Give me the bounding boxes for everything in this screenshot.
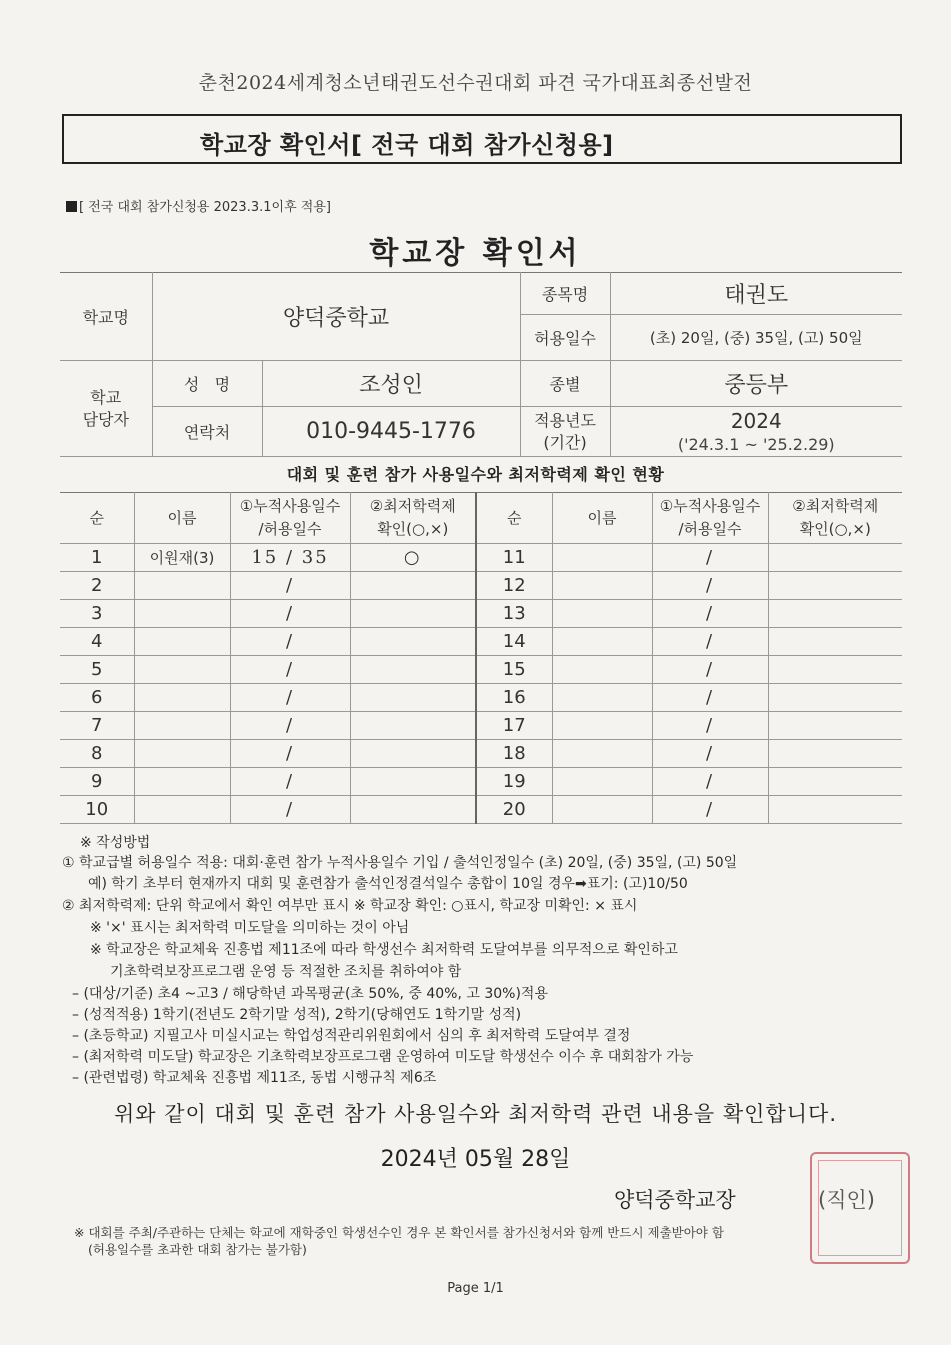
application-note: [66, 196, 331, 215]
contact-label: 연락처: [152, 407, 262, 457]
method-num-1: ①: [62, 855, 75, 871]
table-row: [60, 712, 902, 740]
table-row: [60, 600, 902, 628]
row-no-left: 2: [60, 572, 134, 600]
form-title: 학교장 확인서[ 전국 대회 참가신청용]: [200, 131, 614, 159]
division-label: 종별: [520, 361, 610, 407]
school-info-table: [60, 272, 902, 457]
row-days-right: /: [652, 796, 768, 824]
row-check-right: [768, 600, 902, 628]
year-period: ('24.3.1 ~ '25.2.29): [677, 435, 835, 454]
row-check-right: [768, 656, 902, 684]
method-num-2: ②: [62, 898, 75, 914]
row-days-right: /: [652, 628, 768, 656]
col-header-days-line1: ①누적사용일수: [239, 497, 341, 515]
table-row: [60, 656, 902, 684]
manager-name-label: 성 명: [152, 361, 262, 407]
row-name-right: [552, 628, 652, 656]
row-days-right: /: [652, 572, 768, 600]
row-check-right: [768, 628, 902, 656]
event-title-line: 춘천2024세계청소년태권도선수권대회 파견 국가대표최종선발전: [198, 72, 753, 94]
seal-label: (직인): [818, 1188, 875, 1212]
row-name-right: [552, 544, 652, 572]
manager-label: 학교 담당자: [60, 361, 152, 457]
row-no-right: 14: [476, 628, 552, 656]
row-check-left: [350, 572, 476, 600]
table-row: [60, 628, 902, 656]
row-no-left: 3: [60, 600, 134, 628]
col-header-check: [350, 493, 476, 544]
row-name-left: [134, 768, 230, 796]
method-item-2: [62, 895, 637, 915]
row-no-right: 15: [476, 656, 552, 684]
row-days-right: /: [652, 740, 768, 768]
year-value: 2024: [730, 409, 782, 433]
allowed-days-label: 허용일수: [520, 315, 610, 361]
sport-label: 종목명: [520, 273, 610, 315]
method-elementary: – (초등학교) 지필고사 미실시교는 학업성적관리위원회에서 심의 후 최저학력 도달여부 결정: [72, 1028, 631, 1044]
row-no-left: 5: [60, 656, 134, 684]
row-name-right: [552, 684, 652, 712]
table-row: [60, 684, 902, 712]
year-label: 적용년도 (기간): [520, 407, 610, 457]
footnote-line-2: (허용일수를 초과한 대회 참가는 불가함): [88, 1242, 307, 1257]
row-no-right: 12: [476, 572, 552, 600]
col-header-check-line1: ②최저학력제: [369, 497, 456, 515]
col-header-no: 순: [60, 493, 134, 544]
col-header-check-right: [768, 493, 902, 544]
col-header-no-right: 순: [476, 493, 552, 544]
table-row: [60, 544, 902, 572]
row-no-right: 11: [476, 544, 552, 572]
record-header-row: [60, 493, 902, 544]
method-item-1-text: 학교급별 허용일수 적용: 대회·훈련 참가 누적사용일수 기입 / 출석인정일수 (초) 20일, (중) 35일, (고) 50일: [79, 855, 738, 871]
col-header-days-right-line1: ①누적사용일수: [659, 497, 761, 515]
row-days-left: /: [230, 572, 350, 600]
method-criteria: – (대상/기준) 초4 ~고3 / 해당학년 과목평균(초 50%, 중 40%, 고 30%)적용: [72, 986, 548, 1002]
contact-value: 010-9445-1776: [262, 407, 520, 457]
row-check-left: [350, 712, 476, 740]
row-name-left: [134, 572, 230, 600]
row-no-left: 10: [60, 796, 134, 824]
table-row: [60, 768, 902, 796]
row-check-right: [768, 796, 902, 824]
principal-name: 양덕중학교장: [614, 1188, 736, 1212]
method-grades: – (성적적용) 1학기(전년도 2학기말 성적), 2학기(당해연도 1학기말 성적): [72, 1007, 522, 1023]
row-name-left: [134, 796, 230, 824]
row-days-right: /: [652, 712, 768, 740]
row-check-right: [768, 768, 902, 796]
confirmation-statement: 위와 같이 대회 및 훈련 참가 사용일수와 최저학력 관련 내용을 확인합니다.: [113, 1102, 837, 1126]
row-days-left: /: [230, 796, 350, 824]
row-name-left: 이원재(3): [134, 544, 230, 572]
row-check-left: [350, 628, 476, 656]
row-no-left: 7: [60, 712, 134, 740]
col-header-check-right-line1: ②최저학력제: [792, 497, 879, 515]
row-days-right: /: [652, 768, 768, 796]
method-note-principal: ※ 학교장은 학교체육 진흥법 제11조에 따라 학생선수 최저학력 도달여부를 의무적으로 확인하고: [90, 942, 678, 958]
document-title: 학교장 확인서: [369, 236, 582, 271]
row-days-right: /: [652, 684, 768, 712]
col-header-check-line2: 확인(○,×): [377, 520, 449, 538]
row-no-right: 20: [476, 796, 552, 824]
row-no-left: 6: [60, 684, 134, 712]
table-row: [60, 740, 902, 768]
division-value: 중등부: [610, 361, 902, 407]
row-name-left: [134, 656, 230, 684]
square-bullet-icon: [66, 201, 77, 212]
row-name-left: [134, 740, 230, 768]
row-no-left: 1: [60, 544, 134, 572]
row-days-left: /: [230, 740, 350, 768]
method-not-reached: – (최저학력 미도달) 학교장은 기초학력보장프로그램 운영하여 미도달 학생선수 이수 후 대회참가 가능: [72, 1049, 694, 1065]
row-name-left: [134, 600, 230, 628]
row-check-right: [768, 544, 902, 572]
school-value: 양덕중학교: [152, 273, 520, 361]
row-check-right: [768, 684, 902, 712]
row-name-right: [552, 768, 652, 796]
row-check-right: [768, 572, 902, 600]
row-days-right: /: [652, 600, 768, 628]
issue-date: 2024년 05월 28일: [380, 1147, 571, 1172]
page-number: Page 1/1: [447, 1281, 504, 1296]
footnote-line-1: ※ 대회를 주최/주관하는 단체는 학교에 재학중인 학생선수인 경우 본 확인서를 참가신청서와 함께 반드시 제출받아야 함: [74, 1225, 724, 1240]
row-days-left: /: [230, 712, 350, 740]
row-name-right: [552, 712, 652, 740]
row-check-left: [350, 656, 476, 684]
row-name-right: [552, 740, 652, 768]
row-name-right: [552, 656, 652, 684]
table-row: [60, 572, 902, 600]
method-item-1: [62, 852, 737, 872]
col-header-name-right: 이름: [552, 493, 652, 544]
row-days-left: /: [230, 656, 350, 684]
school-label: 학교명: [60, 273, 152, 361]
method-item-2-text: 최저학력제: 단위 학교에서 확인 여부만 표시 ※ 학교장 확인: ○표시, 학교장 미확인: × 표시: [79, 898, 638, 914]
method-law: – (관련법령) 학교체육 진흥법 제11조, 동법 시행규칙 제6조: [72, 1070, 437, 1086]
row-days-left: /: [230, 684, 350, 712]
application-note-text: [ 전국 대회 참가신청용 2023.3.1이후 적용]: [79, 200, 331, 215]
row-check-left: [350, 740, 476, 768]
row-days-left: /: [230, 600, 350, 628]
row-days-right: /: [652, 544, 768, 572]
row-no-right: 19: [476, 768, 552, 796]
col-header-name: 이름: [134, 493, 230, 544]
row-check-left: [350, 684, 476, 712]
row-days-right: /: [652, 656, 768, 684]
col-header-days: [230, 493, 350, 544]
row-no-left: 9: [60, 768, 134, 796]
manager-name-value: 조성인: [262, 361, 520, 407]
row-no-right: 13: [476, 600, 552, 628]
row-no-left: 4: [60, 628, 134, 656]
col-header-days-line2: /허용일수: [258, 520, 322, 538]
row-no-right: 17: [476, 712, 552, 740]
year-cell: [610, 407, 902, 457]
sport-value: 태권도: [610, 273, 902, 315]
row-check-left: [350, 600, 476, 628]
row-name-right: [552, 600, 652, 628]
row-no-right: 16: [476, 684, 552, 712]
participation-record-table: [60, 492, 902, 824]
row-check-left: [350, 768, 476, 796]
col-header-days-right: [652, 493, 768, 544]
section-title: 대회 및 훈련 참가 사용일수와 최저학력제 확인 현황: [286, 465, 665, 484]
table-row: [60, 796, 902, 824]
method-note-principal-cont: 기초학력보장프로그램 운영 등 적절한 조치를 취하여야 함: [110, 964, 462, 980]
col-header-days-right-line2: /허용일수: [678, 520, 742, 538]
row-no-left: 8: [60, 740, 134, 768]
form-title-box: [62, 114, 902, 164]
row-no-right: 18: [476, 740, 552, 768]
row-check-left: [350, 796, 476, 824]
row-days-left: /: [230, 628, 350, 656]
col-header-check-right-line2: 확인(○,×): [799, 520, 871, 538]
method-note-x: ※ '×' 표시는 최저학력 미도달을 의미하는 것이 아님: [90, 920, 410, 936]
row-name-right: [552, 796, 652, 824]
row-name-right: [552, 572, 652, 600]
row-name-left: [134, 712, 230, 740]
allowed-days-value: (초) 20일, (중) 35일, (고) 50일: [610, 315, 902, 361]
method-item-1-example: 예) 학기 초부터 현재까지 대회 및 훈련참가 출석인정결석일수 총합이 10일 경우➡표기: (고)10/50: [88, 876, 688, 892]
row-name-left: [134, 628, 230, 656]
row-days-left: /: [230, 768, 350, 796]
row-name-left: [134, 684, 230, 712]
row-check-left: ○: [350, 544, 476, 572]
method-title: ※ 작성방법: [80, 835, 151, 851]
footnote: [74, 1224, 724, 1258]
row-days-left: 15 / 35: [230, 544, 350, 572]
row-check-right: [768, 740, 902, 768]
row-check-right: [768, 712, 902, 740]
